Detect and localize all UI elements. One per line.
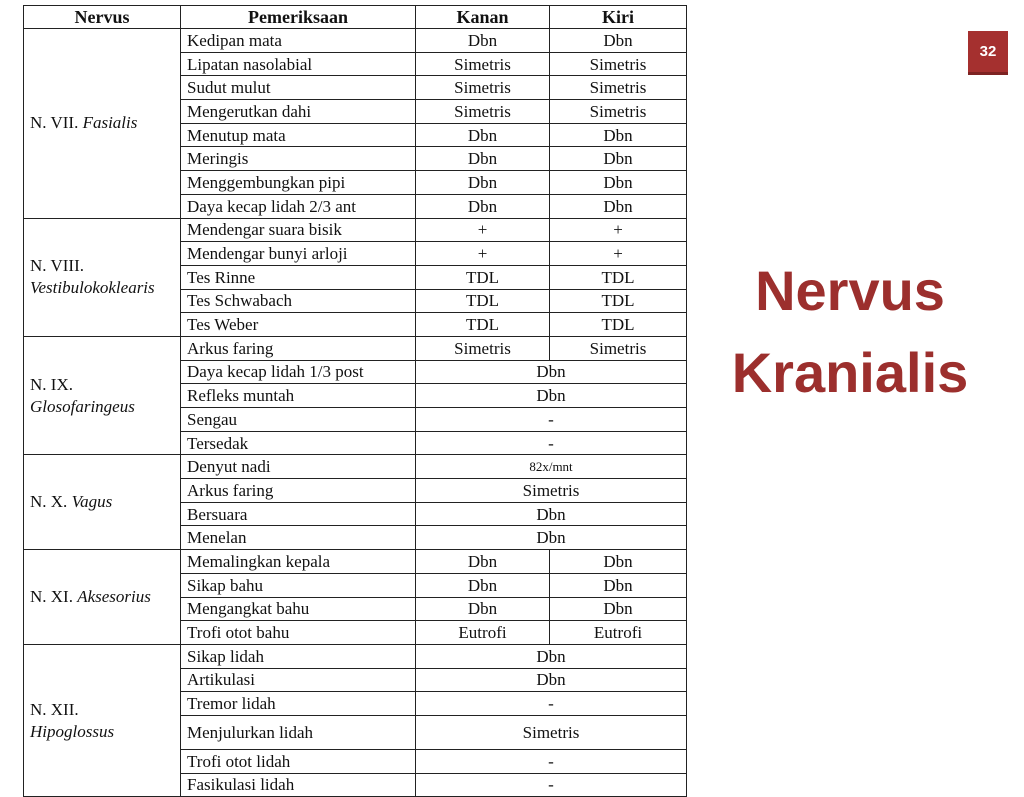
exam-test-cell: Mengangkat bahu <box>181 597 416 621</box>
exam-test-cell: Arkus faring <box>181 336 416 360</box>
slide-title-line-2: Kranialis <box>731 341 969 404</box>
result-kanan-cell: Dbn <box>416 29 550 53</box>
table-row <box>24 218 687 242</box>
exam-test-cell: Bersuara <box>181 502 416 526</box>
nerve-label: N. X. <box>30 492 68 512</box>
nerve-name: Hipoglossus <box>30 721 115 741</box>
exam-test-cell: Trofi otot bahu <box>181 621 416 645</box>
header-pemeriksaan: Pemeriksaan <box>181 6 416 29</box>
result-kiri-cell: Dbn <box>550 171 687 195</box>
result-kiri-cell: Dbn <box>550 194 687 218</box>
result-kiri-cell: Simetris <box>550 52 687 76</box>
result-kiri-cell: Dbn <box>550 550 687 574</box>
exam-test-cell: Trofi otot lidah <box>181 749 416 773</box>
nerve-name: Vagus <box>71 492 113 512</box>
header-kanan: Kanan <box>416 6 550 29</box>
exam-test-cell: Meringis <box>181 147 416 171</box>
exam-test-cell: Menjulurkan lidah <box>181 715 416 749</box>
nerve-group-cell <box>24 29 181 219</box>
nerve-name: Glosofaringeus <box>30 396 135 416</box>
result-kiri-cell: TDL <box>550 313 687 337</box>
result-kiri-cell: TDL <box>550 265 687 289</box>
exam-test-cell: Lipatan nasolabial <box>181 52 416 76</box>
nerve-group-cell <box>24 644 181 796</box>
exam-test-cell: Artikulasi <box>181 668 416 692</box>
cranial-nerve-exam-table <box>23 5 687 797</box>
exam-test-cell: Menelan <box>181 526 416 550</box>
result-both-cell: Dbn <box>416 644 687 668</box>
exam-test-cell: Sikap bahu <box>181 573 416 597</box>
exam-test-cell: Tes Schwabach <box>181 289 416 313</box>
table-row <box>24 29 687 53</box>
exam-test-cell: Menutup mata <box>181 123 416 147</box>
exam-test-cell: Mendengar bunyi arloji <box>181 242 416 266</box>
result-both-cell: Dbn <box>416 668 687 692</box>
result-kanan-cell: Dbn <box>416 147 550 171</box>
result-both-cell: - <box>416 408 687 432</box>
result-kanan-cell: Dbn <box>416 550 550 574</box>
nerve-label: N. VII. <box>30 113 79 133</box>
result-both-cell: - <box>416 431 687 455</box>
exam-test-cell: Tersedak <box>181 431 416 455</box>
result-kanan-cell: Dbn <box>416 597 550 621</box>
exam-test-cell: Daya kecap lidah 2/3 ant <box>181 194 416 218</box>
result-both-cell: Simetris <box>416 479 687 503</box>
result-kanan-cell: TDL <box>416 289 550 313</box>
cranial-nerve-table-container <box>23 5 686 795</box>
slide-title-line-1: Nervus <box>755 259 945 322</box>
result-kiri-cell: Simetris <box>550 100 687 124</box>
exam-test-cell: Sudut mulut <box>181 76 416 100</box>
result-kanan-cell: Dbn <box>416 194 550 218</box>
result-kanan-cell: Eutrofi <box>416 621 550 645</box>
exam-test-cell: Mengerutkan dahi <box>181 100 416 124</box>
result-kanan-cell: Simetris <box>416 100 550 124</box>
result-kanan-cell: TDL <box>416 265 550 289</box>
exam-test-cell: Daya kecap lidah 1/3 post <box>181 360 416 384</box>
nerve-label: N. IX. <box>30 374 73 394</box>
exam-test-cell: Sengau <box>181 408 416 432</box>
nerve-group-cell <box>24 455 181 550</box>
result-kiri-cell: + <box>550 242 687 266</box>
result-kiri-cell: Dbn <box>550 573 687 597</box>
slide-title <box>700 250 1000 414</box>
table-header-row <box>24 6 687 29</box>
result-kiri-cell: Eutrofi <box>550 621 687 645</box>
result-both-cell: - <box>416 692 687 716</box>
result-both-cell: Dbn <box>416 526 687 550</box>
nerve-name: Aksesorius <box>77 586 151 606</box>
result-kanan-cell: Simetris <box>416 336 550 360</box>
exam-test-cell: Memalingkan kepala <box>181 550 416 574</box>
result-kiri-cell: Simetris <box>550 76 687 100</box>
result-kanan-cell: TDL <box>416 313 550 337</box>
exam-test-cell: Refleks muntah <box>181 384 416 408</box>
table-row <box>24 644 687 668</box>
exam-test-cell: Menggembungkan pipi <box>181 171 416 195</box>
table-row <box>24 550 687 574</box>
nerve-label: N. XI. <box>30 586 73 606</box>
exam-test-cell: Arkus faring <box>181 479 416 503</box>
result-both-cell: Simetris <box>416 715 687 749</box>
table-body <box>24 29 687 797</box>
exam-test-cell: Kedipan mata <box>181 29 416 53</box>
result-both-cell: - <box>416 773 687 797</box>
result-kiri-cell: + <box>550 218 687 242</box>
nerve-name: Vestibulokoklearis <box>30 278 155 298</box>
table-row <box>24 455 687 479</box>
result-both-cell: Dbn <box>416 502 687 526</box>
exam-test-cell: Fasikulasi lidah <box>181 773 416 797</box>
result-kanan-cell: Dbn <box>416 123 550 147</box>
result-kiri-cell: Dbn <box>550 123 687 147</box>
table-row <box>24 336 687 360</box>
result-both-cell: 82x/mnt <box>416 455 687 479</box>
exam-test-cell: Tes Rinne <box>181 265 416 289</box>
result-kiri-cell: Dbn <box>550 597 687 621</box>
exam-test-cell: Sikap lidah <box>181 644 416 668</box>
exam-test-cell: Denyut nadi <box>181 455 416 479</box>
result-kiri-cell: Dbn <box>550 29 687 53</box>
nerve-group-cell <box>24 336 181 454</box>
nerve-label: N. VIII. <box>30 256 84 276</box>
result-kanan-cell: Dbn <box>416 573 550 597</box>
exam-test-cell: Mendengar suara bisik <box>181 218 416 242</box>
result-kiri-cell: Dbn <box>550 147 687 171</box>
result-kanan-cell: Simetris <box>416 76 550 100</box>
result-kiri-cell: Simetris <box>550 336 687 360</box>
page-number-badge: 32 <box>968 31 1008 75</box>
nerve-group-cell <box>24 218 181 336</box>
header-kiri: Kiri <box>550 6 687 29</box>
result-both-cell: Dbn <box>416 360 687 384</box>
result-kanan-cell: Dbn <box>416 171 550 195</box>
result-kanan-cell: + <box>416 242 550 266</box>
result-kanan-cell: Simetris <box>416 52 550 76</box>
result-both-cell: - <box>416 749 687 773</box>
exam-test-cell: Tremor lidah <box>181 692 416 716</box>
result-kiri-cell: TDL <box>550 289 687 313</box>
header-nervus: Nervus <box>24 6 181 29</box>
result-kanan-cell: + <box>416 218 550 242</box>
result-both-cell: Dbn <box>416 384 687 408</box>
nerve-label: N. XII. <box>30 699 79 719</box>
nerve-name: Fasialis <box>82 113 138 133</box>
exam-test-cell: Tes Weber <box>181 313 416 337</box>
nerve-group-cell <box>24 550 181 645</box>
